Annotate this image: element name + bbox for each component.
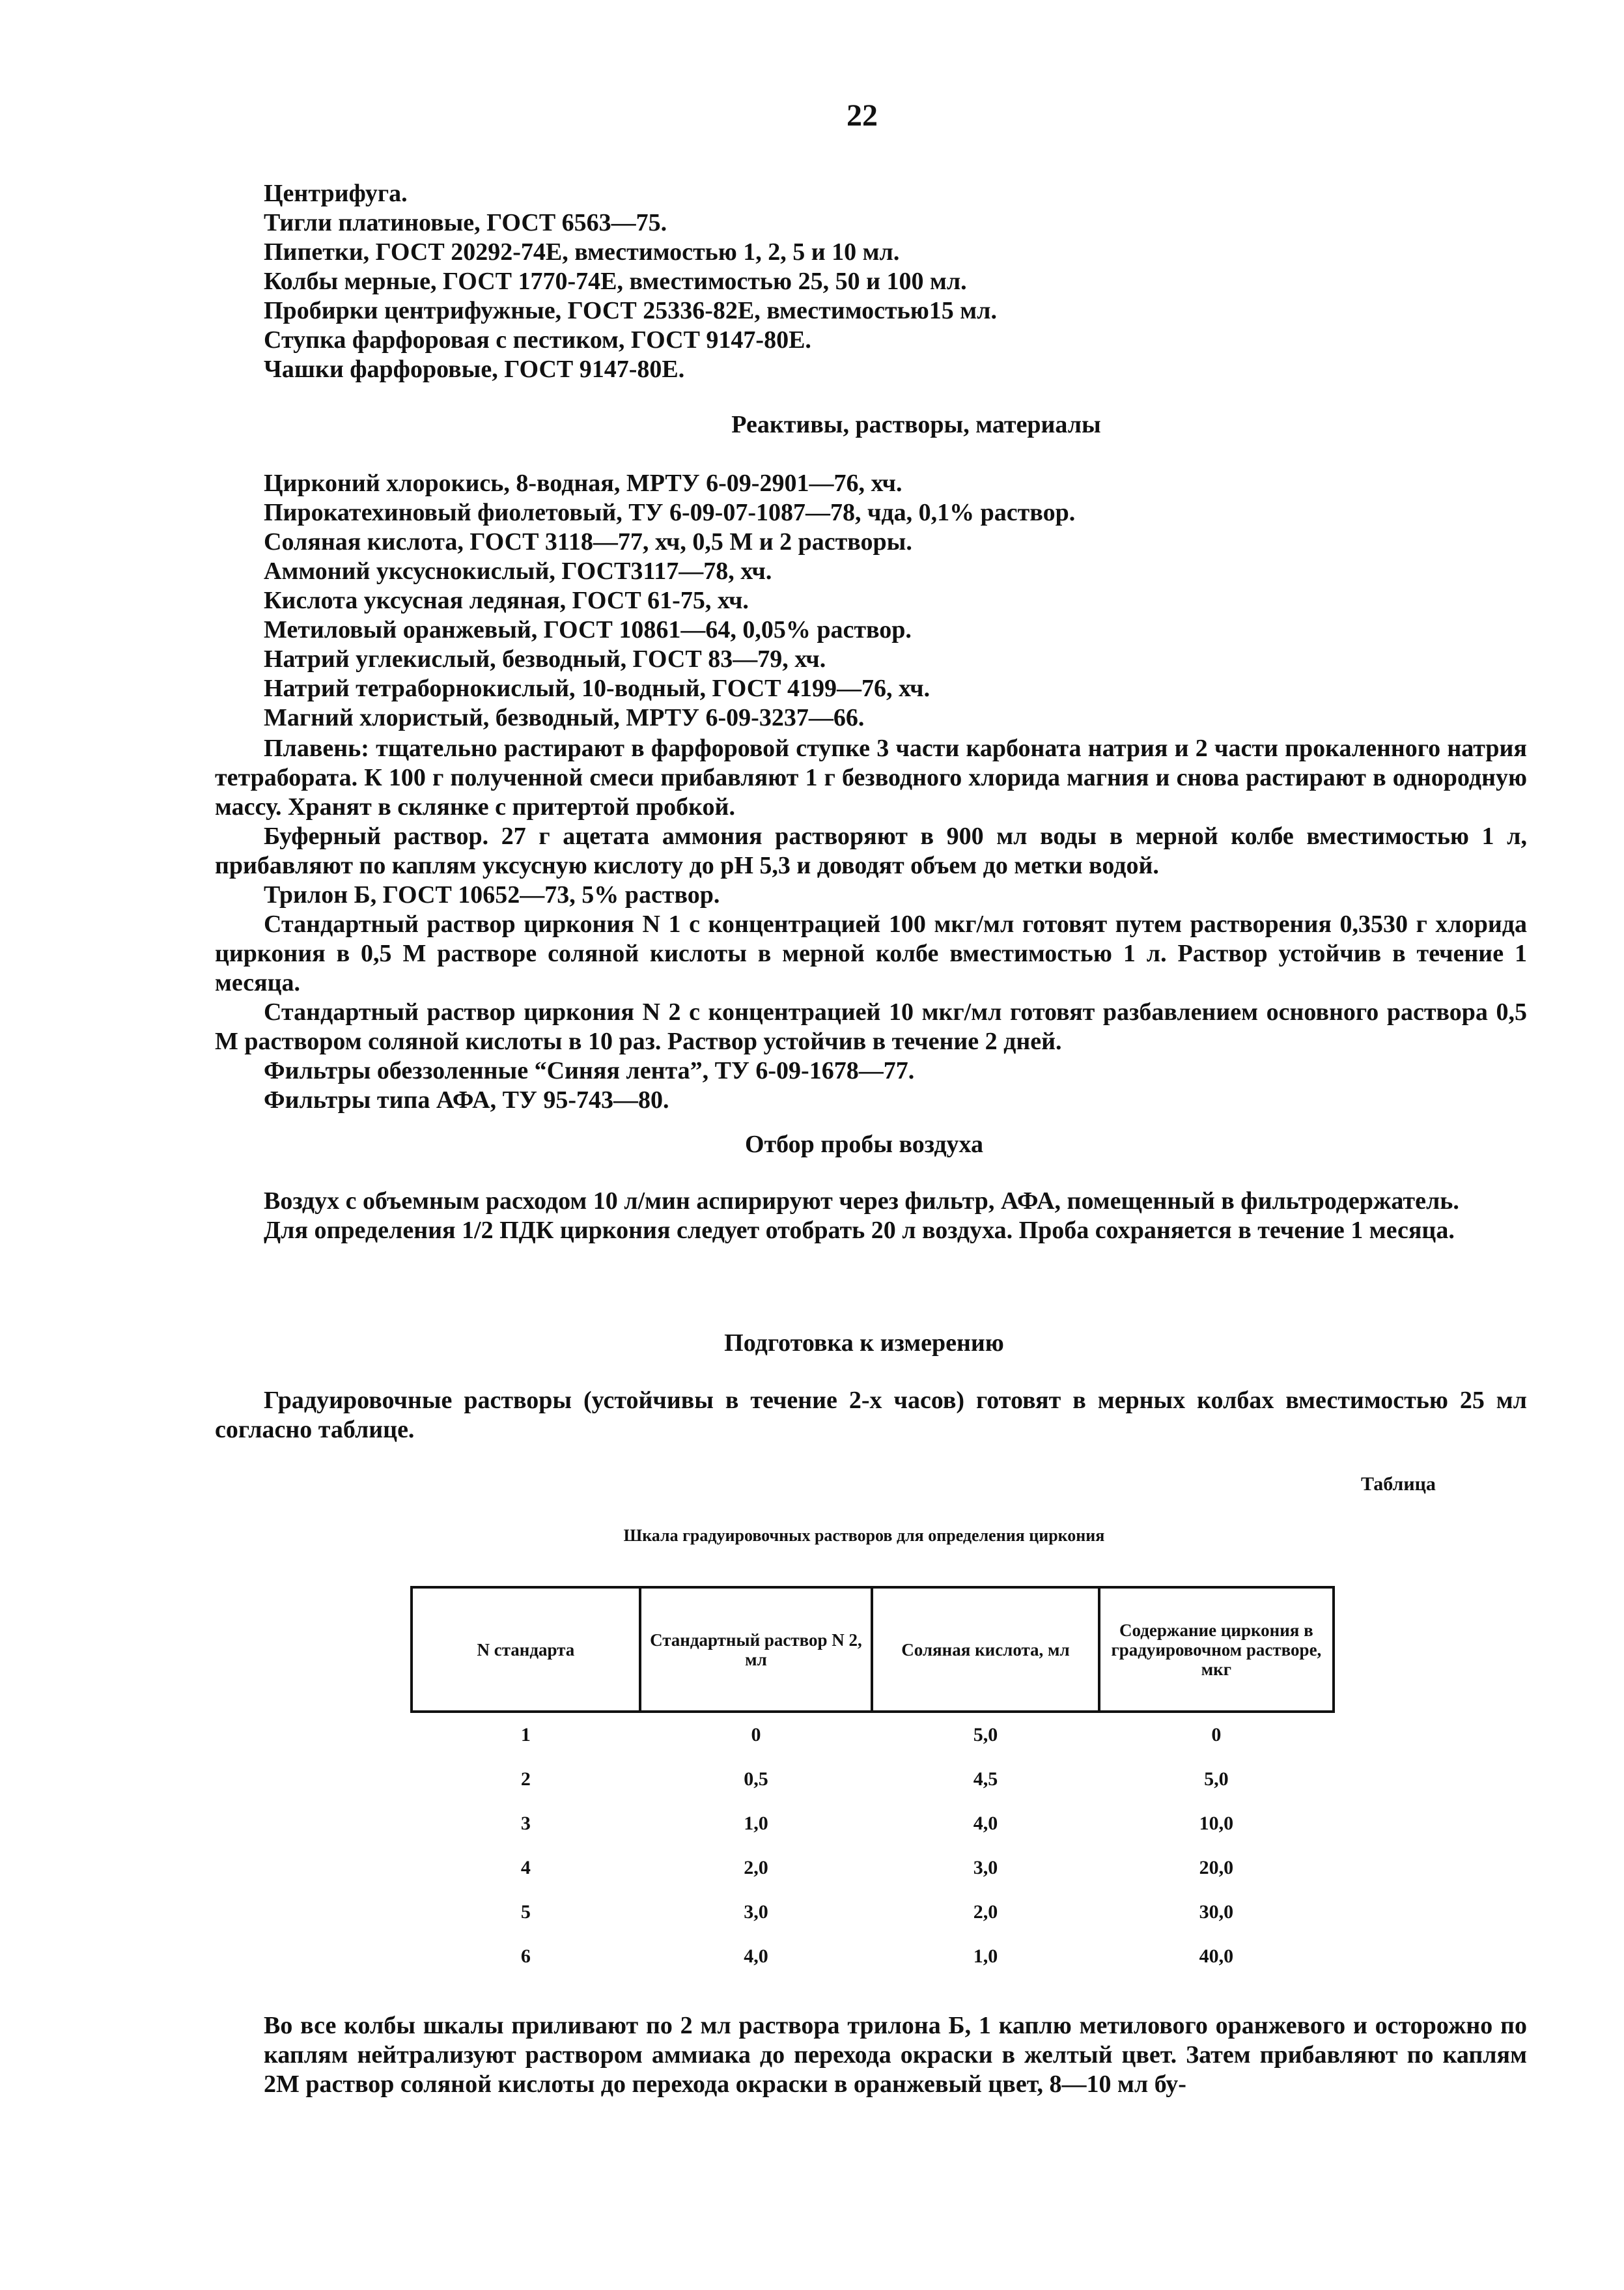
sampling-heading: Отбор пробы воздуха (744, 1131, 984, 1158)
reagent-item: Натрий углекислый, безводный, ГОСТ 83—79, хч. (264, 645, 826, 673)
table-cell: 4,0 (744, 1945, 768, 1967)
final-paragraph-block (264, 2011, 1527, 2099)
reagent-item: Аммоний уксуснокислый, ГОСТ3117—78, хч. (264, 558, 772, 585)
table-header-row (412, 1587, 1334, 1712)
paragraph: Градуировочные растворы (устойчивы в течение 2-х часов) готовят в мерных колбах вместимостью 25 мл согласно таблице. (215, 1387, 1527, 1443)
table-cell: 2 (520, 1768, 531, 1790)
table-row (412, 1890, 1334, 1934)
table-cell: 1,0 (744, 1813, 768, 1834)
column-header: N стандарта (412, 1587, 640, 1712)
equipment-item: Пробирки центрифужные, ГОСТ 25336-82Е, вместимостью15 мл. (264, 297, 997, 324)
table-row (412, 1802, 1334, 1846)
reagents-heading: Реактивы, растворы, материалы (731, 411, 1101, 438)
prep-section (215, 1386, 1527, 1445)
equipment-item: Колбы мерные, ГОСТ 1770-74Е, вместимостью 25, 50 и 100 мл. (264, 268, 967, 295)
prep-heading: Подготовка к измерению (724, 1329, 1004, 1357)
reagents-list (264, 469, 1527, 733)
paragraph: Буферный раствор. 27 г ацетата аммония растворяют в 900 мл воды в мерной колбе вместимостью 1 л, прибавляют по каплям уксусную кислоту до pH 5,3 и доводят объем до метки водой. (215, 823, 1527, 879)
page-number: 22 (847, 98, 878, 133)
equipment-item: Тигли платиновые, ГОСТ 6563—75. (264, 209, 667, 236)
table-cell: 4,0 (973, 1813, 998, 1834)
equipment-item: Центрифуга. (264, 180, 408, 207)
table-cell: 20,0 (1199, 1857, 1234, 1878)
table-cell: 4 (520, 1857, 531, 1878)
paragraph: Плавень: тщательно растирают в фарфоровой ступке 3 части карбоната натрия и 2 части прокаленного натрия тетрабората. К 100 г полученной смеси прибавляют 1 г безводного хлорида магния и снова растирают в однородную массу. Хранят в склянке с притертой пробкой. (215, 735, 1527, 821)
table-row (412, 1934, 1334, 1979)
reagent-item: Кислота уксусная ледяная, ГОСТ 61-75, хч. (264, 587, 749, 614)
equipment-item: Чашки фарфоровые, ГОСТ 9147-80Е. (264, 356, 685, 383)
table-cell: 5,0 (1204, 1768, 1229, 1790)
table-cell: 3,0 (744, 1901, 768, 1923)
table-cell: 6 (520, 1945, 531, 1967)
column-header: Соляная кислота, мл (872, 1587, 1099, 1712)
table-cell: 5,0 (973, 1724, 998, 1746)
table-row (412, 1757, 1334, 1802)
reagent-item: Магний хлористый, безводный, МРТУ 6-09-3237—66. (264, 704, 865, 731)
table-cell: 40,0 (1199, 1945, 1234, 1967)
table-title: Шкала градуировочных растворов для определения циркония (623, 1526, 1105, 1545)
table-cell: 0 (1211, 1724, 1222, 1746)
table-row (412, 1712, 1334, 1757)
table-cell: 0 (751, 1724, 761, 1746)
paragraph: Для определения 1/2 ПДК циркония следует отобрать 20 л воздуха. Проба сохраняется в течение 1 месяца. (264, 1217, 1455, 1244)
table-cell: 2,0 (973, 1901, 998, 1923)
table-row (412, 1846, 1334, 1890)
calibration-table (410, 1586, 1335, 1979)
table-cell: 2,0 (744, 1857, 768, 1878)
table-cell: 0,5 (744, 1768, 768, 1790)
reagent-item: Натрий тетраборнокислый, 10-водный, ГОСТ 4199—76, хч. (264, 675, 931, 702)
paragraph: Стандартный раствор циркония N 2 с концентрацией 10 мкг/мл готовят разбавлением основного раствора 0,5 М раствором соляной кислоты в 10 раз. Раствор устойчив в течение 2 дней. (215, 998, 1527, 1055)
column-header: Содержание циркония в градуировочном растворе, мкг (1099, 1587, 1334, 1712)
table-cell: 3 (520, 1813, 531, 1834)
table-cell: 3,0 (973, 1857, 998, 1878)
paragraph: Фильтры типа АФА, ТУ 95-743—80. (264, 1086, 669, 1114)
sampling-section (215, 1187, 1527, 1245)
column-header: Стандартный раствор N 2, мл (640, 1587, 872, 1712)
equipment-item: Ступка фарфоровая с пестиком, ГОСТ 9147-80Е. (264, 326, 811, 354)
table-cell: 5 (520, 1901, 531, 1923)
table-cell: 30,0 (1199, 1901, 1234, 1923)
paragraph: Трилон Б, ГОСТ 10652—73, 5% раствор. (264, 881, 720, 909)
reagent-item: Соляная кислота, ГОСТ 3118—77, хч, 0,5 М и 2 растворы. (264, 528, 912, 556)
reagent-item: Пирокатехиновый фиолетовый, ТУ 6-09-07-1087—78, чда, 0,1% раствор. (264, 499, 1076, 526)
paragraph: Во все колбы шкалы приливают по 2 мл раствора трилона Б, 1 каплю метилового оранжевого и осторожно по каплям нейтрализуют раствором аммиака до перехода окраски в желтый цвет. Затем прибавляют по каплям 2М раствор соляной кислоты до перехода окраски в оранжевый цвет, 8—10 мл бу- (264, 2012, 1527, 2098)
table-cell: 10,0 (1199, 1813, 1234, 1834)
table-cell: 1,0 (973, 1945, 998, 1967)
paragraph: Фильтры обеззоленные “Синяя лента”, ТУ 6-09-1678—77. (264, 1057, 915, 1084)
reagent-item: Метиловый оранжевый, ГОСТ 10861—64, 0,05% раствор. (264, 616, 912, 643)
table-cell: 4,5 (973, 1768, 998, 1790)
equipment-list (264, 179, 1527, 384)
table-cell: 1 (520, 1724, 531, 1746)
reagent-item: Цирконий хлорокись, 8-водная, МРТУ 6-09-2901—76, хч. (264, 470, 903, 497)
equipment-item: Пипетки, ГОСТ 20292-74Е, вместимостью 1, 2, 5 и 10 мл. (264, 238, 900, 266)
preparation-paragraphs (215, 734, 1527, 1115)
paragraph: Стандартный раствор циркония N 1 с концентрацией 100 мкг/мл готовят путем растворения 0,3530 г хлорида циркония в 0,5 М растворе соляной кислоты в мерной колбе вместимостью 1 л. Раствор устойчив в течение 1 месяца. (215, 911, 1527, 997)
table-caption: Таблица (1361, 1473, 1436, 1495)
paragraph: Воздух с объемным расходом 10 л/мин аспирируют через фильтр, АФА, помещенный в фильтродержатель. (264, 1187, 1459, 1215)
